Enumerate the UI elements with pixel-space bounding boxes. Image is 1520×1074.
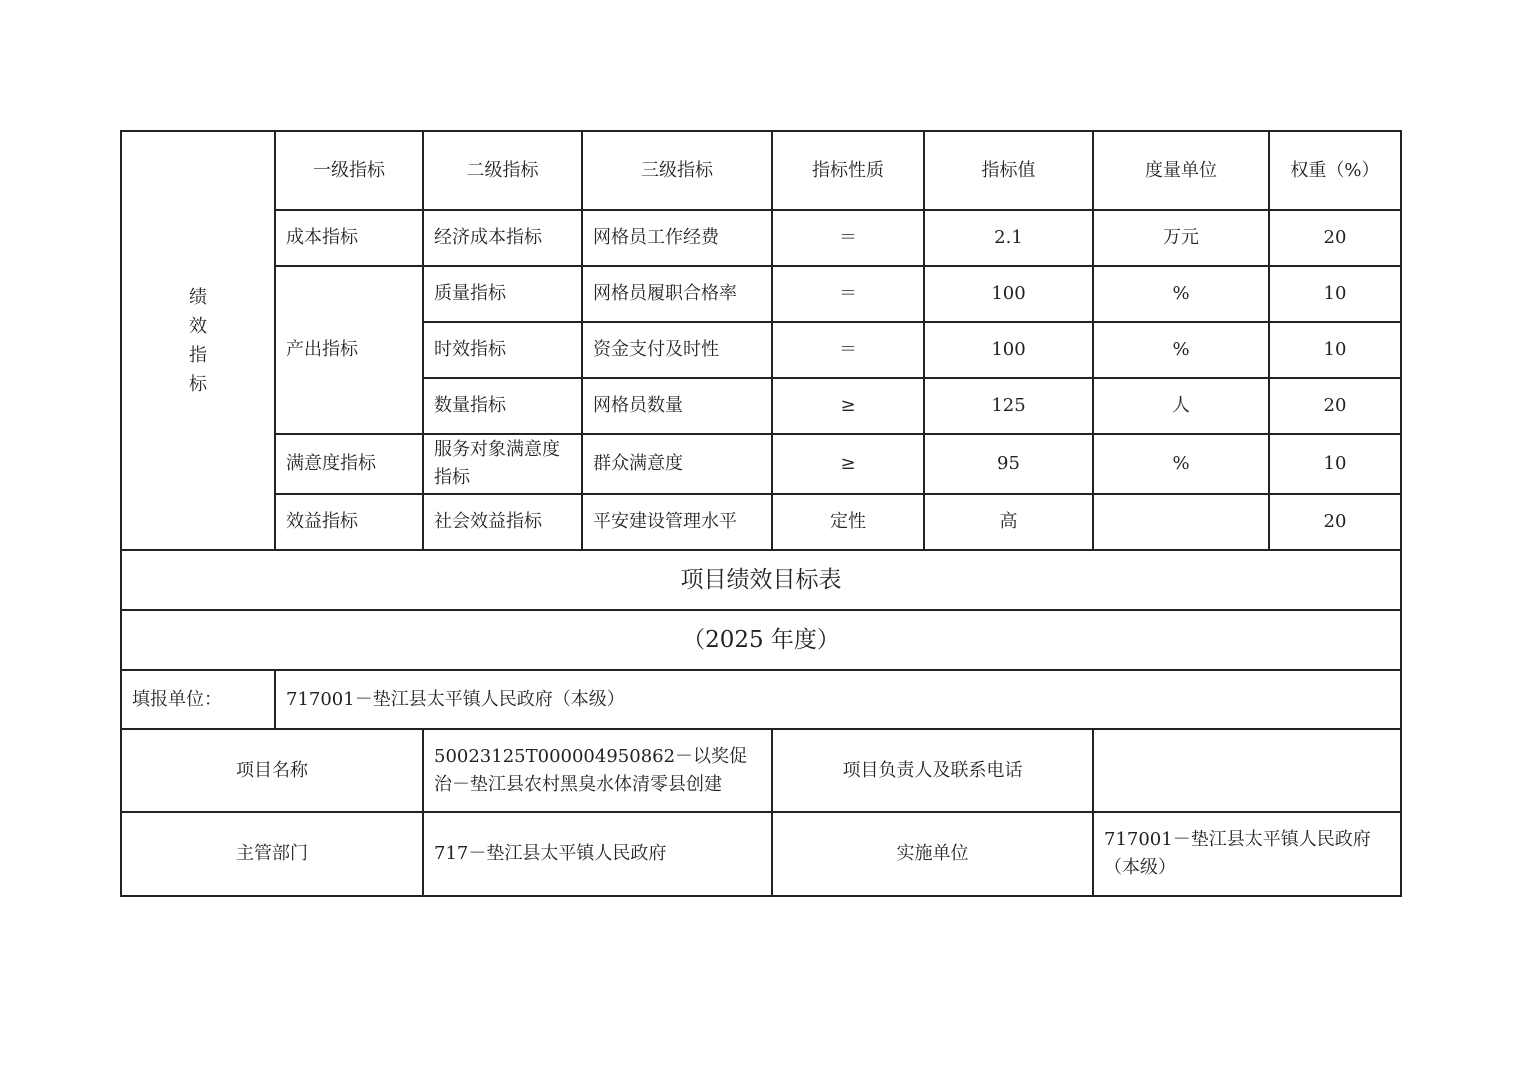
project-name-value: 50023125T000004950862－以奖促治－垫江县农村黑臭水体清零县创建 xyxy=(423,729,772,812)
header-level3: 三级指标 xyxy=(582,131,772,210)
table-title: 项目绩效目标表 xyxy=(121,550,1401,610)
unit-cell: 人 xyxy=(1093,378,1269,434)
reporter-label: 填报单位： xyxy=(121,670,275,729)
table-year: （2025 年度） xyxy=(121,610,1401,670)
weight-cell: 10 xyxy=(1269,266,1401,322)
nature-cell: ＝ xyxy=(772,322,924,378)
level3-cell: 网格员履职合格率 xyxy=(582,266,772,322)
header-value: 指标值 xyxy=(924,131,1093,210)
table-row xyxy=(121,494,1401,550)
performance-target-table xyxy=(120,130,1402,897)
value-cell: 高 xyxy=(924,494,1093,550)
header-unit: 度量单位 xyxy=(1093,131,1269,210)
level3-cell: 群众满意度 xyxy=(582,434,772,494)
unit-cell: % xyxy=(1093,266,1269,322)
level2-cell: 社会效益指标 xyxy=(423,494,582,550)
level1-satisfaction: 满意度指标 xyxy=(275,434,423,494)
table-row xyxy=(121,266,1401,322)
project-contact-label: 项目负责人及联系电话 xyxy=(772,729,1093,812)
department-label: 主管部门 xyxy=(121,812,423,896)
nature-cell: 定性 xyxy=(772,494,924,550)
level3-cell: 网格员数量 xyxy=(582,378,772,434)
value-cell: 2.1 xyxy=(924,210,1093,266)
table-row xyxy=(121,434,1401,494)
header-level2: 二级指标 xyxy=(423,131,582,210)
level1-cost: 成本指标 xyxy=(275,210,423,266)
weight-cell: 10 xyxy=(1269,434,1401,494)
nature-cell: ＝ xyxy=(772,266,924,322)
project-name-label: 项目名称 xyxy=(121,729,423,812)
level3-cell: 网格员工作经费 xyxy=(582,210,772,266)
implementing-unit-value: 717001－垫江县太平镇人民政府（本级） xyxy=(1093,812,1401,896)
implementing-unit-label: 实施单位 xyxy=(772,812,1093,896)
unit-cell xyxy=(1093,494,1269,550)
value-cell: 100 xyxy=(924,322,1093,378)
performance-indicators-label: 绩 效 指 标 xyxy=(121,131,275,550)
level3-cell: 资金支付及时性 xyxy=(582,322,772,378)
header-nature: 指标性质 xyxy=(772,131,924,210)
level2-cell: 数量指标 xyxy=(423,378,582,434)
weight-cell: 20 xyxy=(1269,494,1401,550)
nature-cell: ＝ xyxy=(772,210,924,266)
level3-cell: 平安建设管理水平 xyxy=(582,494,772,550)
value-cell: 125 xyxy=(924,378,1093,434)
header-level1: 一级指标 xyxy=(275,131,423,210)
level2-cell: 经济成本指标 xyxy=(423,210,582,266)
reporter-value: 717001－垫江县太平镇人民政府（本级） xyxy=(275,670,1401,729)
header-weight: 权重（%） xyxy=(1269,131,1401,210)
table-row xyxy=(121,210,1401,266)
weight-cell: 20 xyxy=(1269,378,1401,434)
level1-benefit: 效益指标 xyxy=(275,494,423,550)
nature-cell: ≥ xyxy=(772,378,924,434)
unit-cell: % xyxy=(1093,434,1269,494)
level1-output: 产出指标 xyxy=(275,266,423,434)
weight-cell: 10 xyxy=(1269,322,1401,378)
project-contact-value xyxy=(1093,729,1401,812)
level2-cell: 服务对象满意度指标 xyxy=(423,434,582,494)
unit-cell: % xyxy=(1093,322,1269,378)
unit-cell: 万元 xyxy=(1093,210,1269,266)
level2-cell: 时效指标 xyxy=(423,322,582,378)
department-value: 717－垫江县太平镇人民政府 xyxy=(423,812,772,896)
value-cell: 100 xyxy=(924,266,1093,322)
nature-cell: ≥ xyxy=(772,434,924,494)
weight-cell: 20 xyxy=(1269,210,1401,266)
level2-cell: 质量指标 xyxy=(423,266,582,322)
value-cell: 95 xyxy=(924,434,1093,494)
